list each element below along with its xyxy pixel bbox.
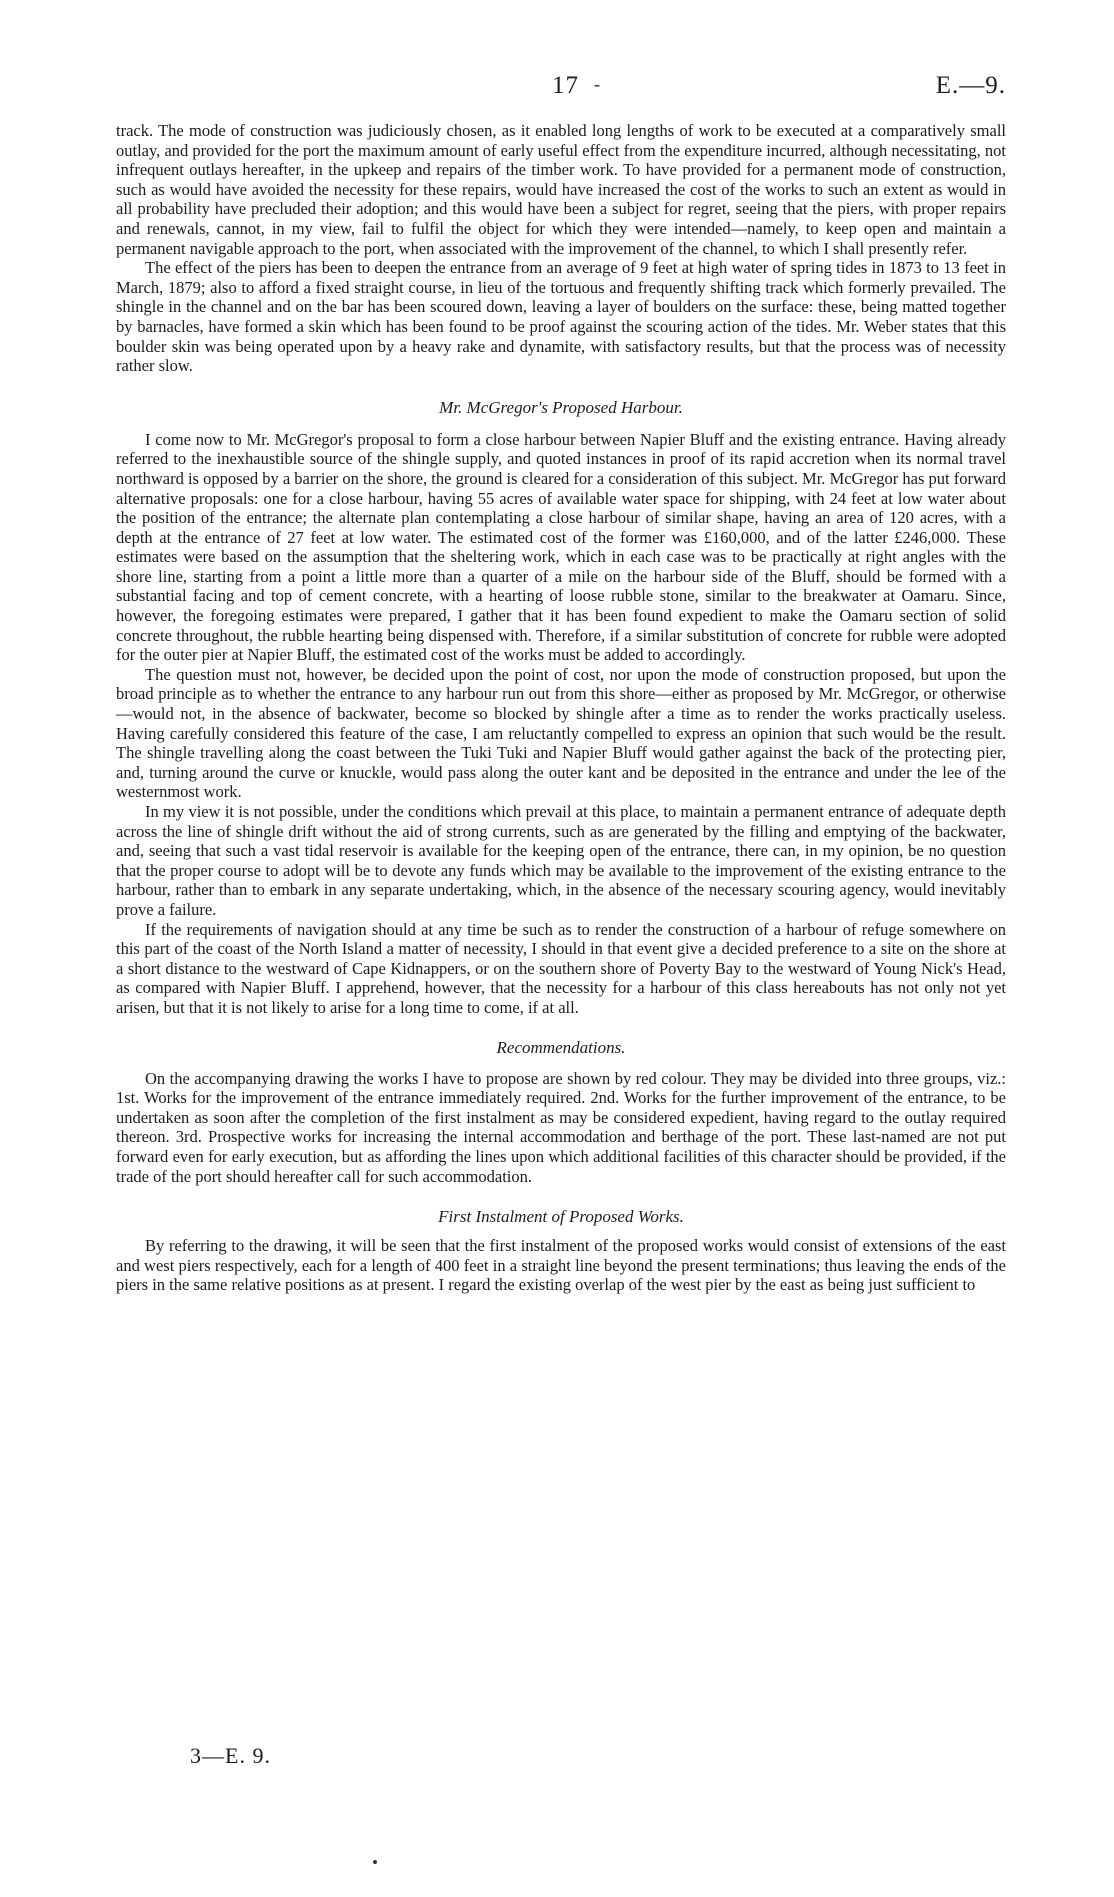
paragraph-continuation: track. The mode of construction was judiciously chosen, as it enabled long lengths of work to be executed at a comparatively small outlay, and provided for the port the maximum amount of early useful effect from the expenditure incurred, although necessitating, not infrequent outlays hereafter, in the upkeep and repairs of the timber work. To have provided for a permanent mode of construction, such as would have avoided the necessity for these repairs, would have increased the cost of the works to such an extent as would in all probability have precluded their adoption; and this would have been a subject for regret, seeing that the piers, with proper repairs and renewals, cannot, in my view, fail to fulfil the object for which they were intended—namely, to keep open and maintain a permanent navigable approach to the port, when associated with the improvement of the channel, to which I shall presently refer.: [116, 121, 1006, 258]
section-heading-mcgregor-harbour: Mr. McGregor's Proposed Harbour.: [439, 397, 683, 417]
paragraph-recommendations: On the accompanying drawing the works I have to propose are shown by red colour. They may be divided into three groups, viz.: 1st. Works for the improvement of the entrance immediately required. 2nd. Works for the further improvement of the entrance, to be undertaken as soon after the completion of the first instalment as may be considered expedient, having regard to the outlay required thereon. 3rd. Prospective works for increasing the internal accommodation and berthage of the port. These last-named are not put forward even for early execution, but as affording the lines upon which additional facilities of this character should be provided, if the trade of the port should hereafter call for such accommodation.: [116, 1068, 1006, 1186]
paragraph-question-of-principle: The question must not, however, be decided upon the point of cost, nor upon the mode of construction proposed, but upon the broad principle as to whether the entrance to any harbour run out from this shore—either as proposed by Mr. McGregor, or otherwise—would not, in the absence of backwater, become so blocked by shingle after a time as to render the works practically useless. Having carefully considered this feature of the case, I am reluctantly compelled to express an opinion that such would be the result. The shingle travelling along the coast between the Tuki Tuki and Napier Bluff would gather against the back of the protecting pier, and, turning around the curve or knuckle, would pass along the outer kant and be deposited in the entrance and under the lee of the westernmost work.: [116, 664, 1006, 802]
paragraph-first-instalment: By referring to the drawing, it will be seen that the first instalment of the proposed works would consist of extensions of the east and west piers respectively, each for a length of 400 feet in a straight line beyond the present terminations; thus leaving the ends of the piers in the same relative positions as at present. I regard the existing overlap of the west pier by the east as being just sufficient to: [116, 1236, 1006, 1295]
document-reference: E.—9.: [935, 72, 1006, 99]
footer-signature-reference: 3—E. 9.: [190, 1743, 271, 1768]
page-body: [116, 121, 1006, 1295]
paragraph-pier-effect: The effect of the piers has been to deepen the entrance from an average of 9 feet at high water of spring tides in 1873 to 13 feet in March, 1879; also to afford a fixed straight course, in lieu of the tortuous and frequently shifting track which formerly prevailed. The shingle in the channel and on the bar has been scoured down, leaving a layer of boulders on the surface: these, being matted together by barnacles, have formed a skin which has been found to be proof against the scouring action of the tides. Mr. Weber states that this boulder skin was being operated upon by a heavy rake and dynamite, with satisfactory results, but that the process was of necessity rather slow.: [116, 258, 1006, 376]
header-mark: -: [594, 74, 600, 94]
page-dot-mark: [373, 1860, 377, 1864]
page-header: [118, 72, 1006, 104]
paragraph-my-view: In my view it is not possible, under the conditions which prevail at this place, to maintain a permanent entrance of adequate depth across the line of shingle drift without the aid of strong currents, such as are generated by the filling and emptying of the backwater, and, seeing that such a vast tidal reservoir is available for the keeping open of the entrance, there can, in my opinion, be no question that the proper course to adopt will be to devote any funds which may be available to the improvement of the existing entrance to the harbour, rather than to embark in any separate undertaking, which, in the absence of the necessary scouring agency, would inevitably prove a failure.: [116, 802, 1006, 919]
section-heading-recommendations: Recommendations.: [496, 1037, 626, 1057]
page-number: 17: [552, 72, 579, 99]
paragraph-harbour-of-refuge: If the requirements of navigation should at any time be such as to render the construction of a harbour of refuge somewhere on this part of the coast of the North Island a matter of necessity, I should in that event give a decided preference to a site on the shore at a short distance to the westward of Cape Kidnappers, or on the southern shore of Poverty Bay to the westward of Young Nick's Head, as compared with Napier Bluff. I apprehend, however, that the necessity for a harbour of this class hereabouts has not only not yet arisen, but that it is not likely to arise for a long time to come, if at all.: [116, 919, 1006, 1017]
paragraph-mcgregor-proposal: I come now to Mr. McGregor's proposal to form a close harbour between Napier Bluff and the existing entrance. Having already referred to the inexhaustible source of the shingle supply, and quoted instances in proof of its rapid accretion when its normal travel northward is opposed by a barrier on the shore, the ground is cleared for a consideration of this subject. Mr. McGregor has put forward alternative proposals: one for a close harbour, having 55 acres of available water space for shipping, with 24 feet at low water about the position of the entrance; the alternate plan contemplating a close harbour of similar shape, having an area of 120 acres, with a depth at the entrance of 27 feet at low water. The estimated cost of the former was £160,000, and of the latter £246,000. These estimates were based on the assumption that the sheltering work, which in each case was to be practically at right angles with the shore line, starting from a point a little more than a quarter of a mile on the harbour side of the Bluff, should be formed with a substantial facing and top of cement concrete, with a hearting of loose rubble stone, similar to the breakwater at Oamaru. Since, however, the foregoing estimates were prepared, I gather that it has been found expedient to make the Oamaru section of solid concrete throughout, the rubble hearting being dispensed with. Therefore, if a similar substitution of concrete for rubble were adopted for the outer pier at Napier Bluff, the estimated cost of the works must be added to accordingly.: [116, 429, 1006, 665]
paragraph-wrapper: [116, 665, 1006, 802]
section-heading-first-instalment: First Instalment of Proposed Works.: [438, 1207, 684, 1227]
